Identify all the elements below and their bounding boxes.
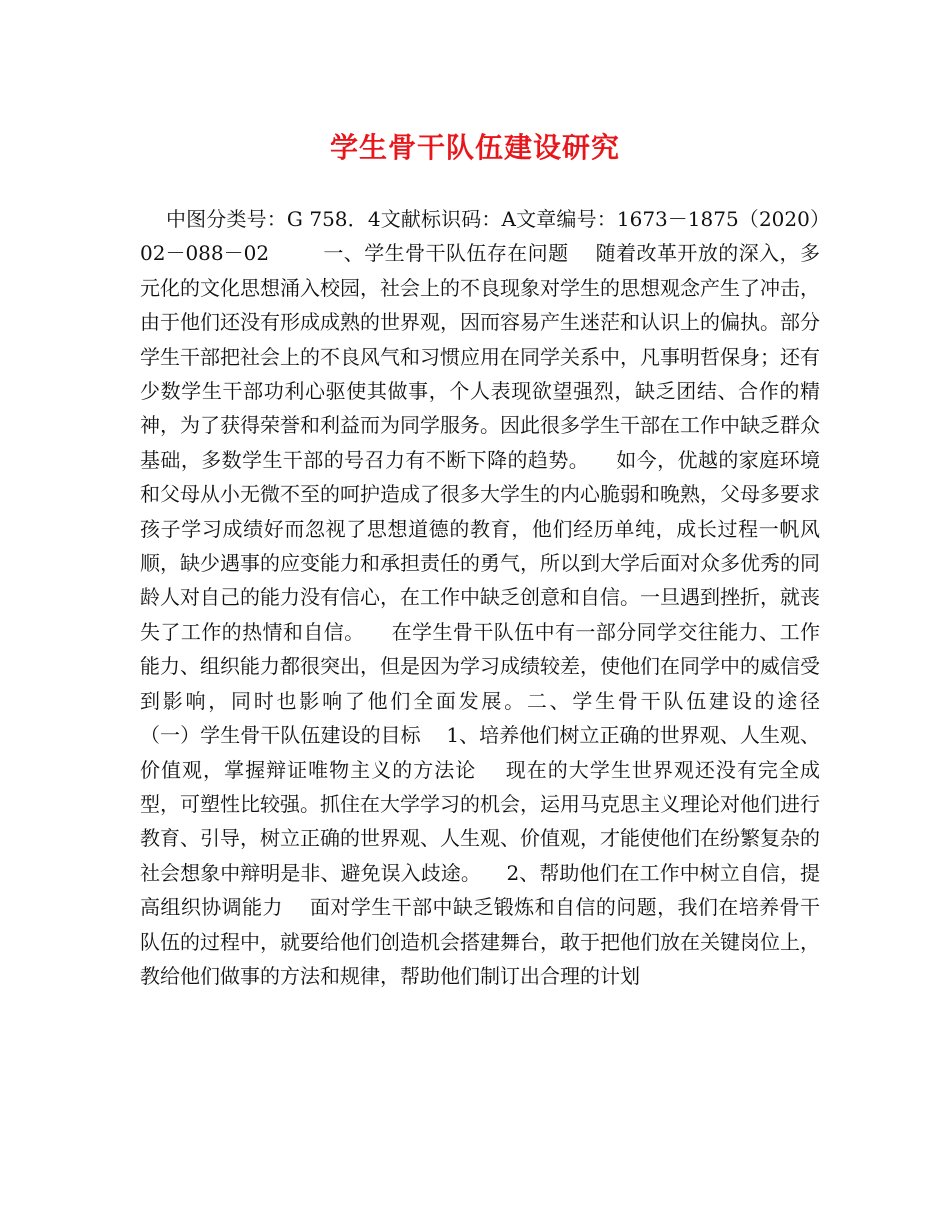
document-title: 学生骨干队伍建设研究 <box>329 131 620 164</box>
document-body-text: 中图分类号：G 758．4文献标识码：A文章编号：1673－1875（2020）02－088－02 一、学生骨干队伍存在问题 随着改革开放的深入，多元化的文化思想涌入校园，社会上的不良现象对学生的思想观念产生了冲击，由于他们还没有形成成熟的世界观，因而容易产生迷茫和认识上的偏执。部分学生干部把社会上的不良风气和习惯应用在同学关系中，凡事明哲保身；还有少数学生干部功利心驱使其做事，个人表现欲望强烈，缺乏团结、合作的精神，为了获得荣誉和利益而为同学服务。因此很多学生干部在工作中缺乏群众基础，多数学生干部的号召力有不断下降的趋势。 如今，优越的家庭环境和父母从小无微不至的呵护造成了很多大学生的内心脆弱和晚熟，父母多要求孩子学习成绩好而忽视了思想道德的教育，他们经历单纯，成长过程一帆风顺，缺少遇事的应变能力和承担责任的勇气，所以到大学后面对众多优秀的同龄人对自己的能力没有信心，在工作中缺乏创意和自信。一旦遇到挫折，就丧失了工作的热情和自信。 在学生骨干队伍中有一部分同学交往能力、工作能力、组织能力都很突出，但是因为学习成绩较差，使他们在同学中的威信受到影响，同时也影响了他们全面发展。二、学生骨干队伍建设的途径 （一）学生骨干队伍建设的目标 1、培养他们树立正确的世界观、人生观、价值观，掌握辩证唯物主义的方法论 现在的大学生世界观还没有完全成型，可塑性比较强。抓住在大学学习的机会，运用马克思主义理论对他们进行教育、引导，树立正确的世界观、人生观、价值观，才能使他们在纷繁复杂的社会想象中辩明是非、避免误入歧途。 2、帮助他们在工作中树立自信，提高组织协调能力 面对学生干部中缺乏锻炼和自信的问题，我们在培养骨干队伍的过程中，就要给他们创造机会搭建舞台，敢于把他们放在关键岗位上，教给他们做事的方法和规律，帮助他们制订出合理的计划 <box>140 207 871 988</box>
